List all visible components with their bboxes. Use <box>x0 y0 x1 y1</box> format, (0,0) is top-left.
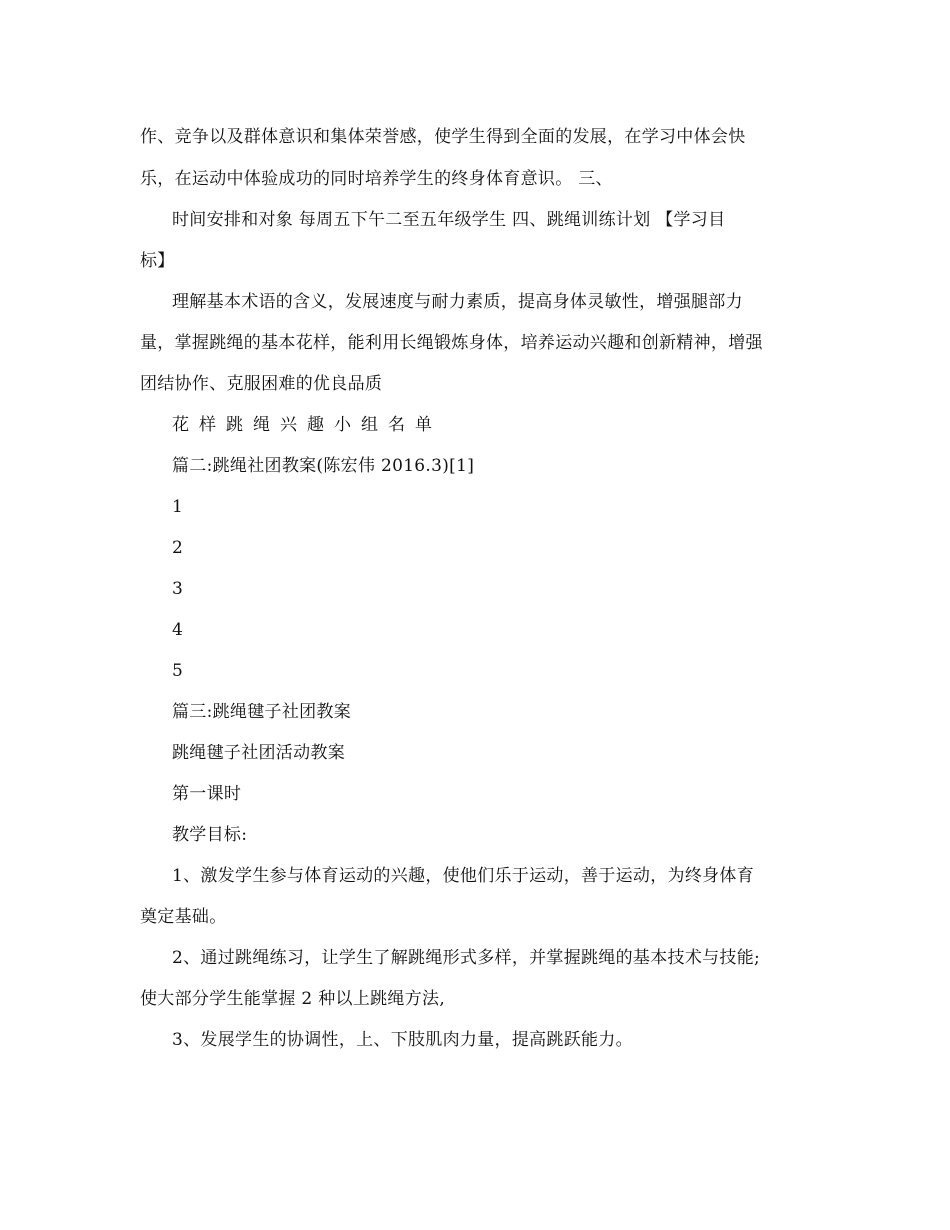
text-line: 作、竞争以及群体意识和集体荣誉感，使学生得到全面的发展，在学习中体会快 <box>140 127 746 147</box>
list-number: 2 <box>172 538 184 558</box>
list-number: 3 <box>172 579 184 599</box>
section-heading: 篇三:跳绳毽子社团教案 <box>172 702 352 722</box>
plan-title: 跳绳毽子社团活动教案 <box>172 743 345 763</box>
text-line: 团结协作、克服困难的优良品质 <box>140 374 383 394</box>
objective-item: 3、发展学生的协调性，上、下肢肌肉力量，提高跳跃能力。 <box>172 1030 633 1050</box>
objectives-heading: 教学目标: <box>172 825 248 845</box>
text-line: 量，掌握跳绳的基本花样，能利用长绳锻炼身体，培养运动兴趣和创新精神，增强 <box>140 333 763 353</box>
list-number: 4 <box>172 620 184 640</box>
text-line: 乐，在运动中体验成功的同时培养学生的终身体育意识。 三、 <box>140 169 613 189</box>
lesson-title: 第一课时 <box>172 784 242 804</box>
section-heading: 篇二:跳绳社团教案(陈宏伟 2016.3)[1] <box>172 456 475 476</box>
objective-item: 1、激发学生参与体育运动的兴趣，使他们乐于运动，善于运动，为终身体育 <box>172 866 755 886</box>
text-line: 奠定基础。 <box>140 907 227 927</box>
text-line: 使大部分学生能掌握 2 种以上跳绳方法, <box>140 989 446 1009</box>
objective-item: 2、通过跳绳练习，让学生了解跳绳形式多样，并掌握跳绳的基本技术与技能; <box>172 948 761 968</box>
group-list-title: 花样跳绳兴趣小组名单 <box>172 415 442 435</box>
text-line: 标】 <box>140 251 175 271</box>
list-number: 5 <box>172 661 184 681</box>
list-number: 1 <box>172 497 184 517</box>
text-line: 理解基本术语的含义，发展速度与耐力素质，提高身体灵敏性，增强腿部力 <box>172 292 743 312</box>
text-line: 时间安排和对象 每周五下午二至五年级学生 四、跳绳训练计划 【学习目 <box>172 210 726 230</box>
